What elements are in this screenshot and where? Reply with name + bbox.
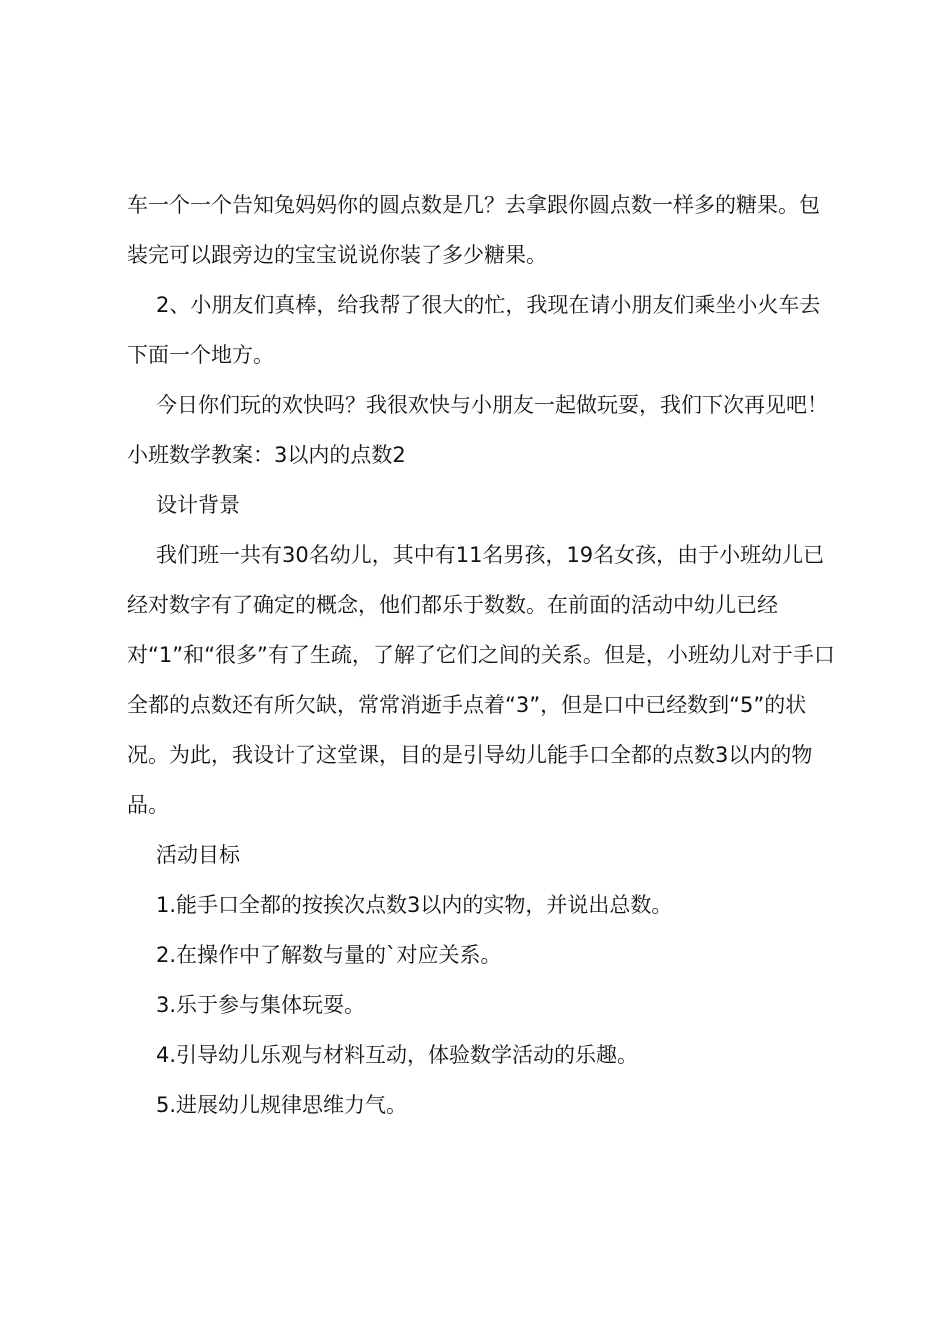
- goal-item-3: 3.乐于参与集体玩耍。: [156, 993, 366, 1017]
- document-body: [127, 180, 837, 1130]
- heading-activity-goals: 活动目标: [156, 843, 240, 867]
- goal-item-4: 4.引导幼儿乐观与材料互动，体验数学活动的乐趣。: [156, 1043, 639, 1067]
- goal-item-5: 5.进展幼儿规律思维力气。: [156, 1093, 408, 1117]
- section-title-lesson-plan: 小班数学教案：3以内的点数2: [127, 443, 406, 467]
- paragraph-candy-packing: 车一个一个告知兔妈妈你的圆点数是几？去拿跟你圆点数一样多的糖果。包装完可以跟旁边的宝宝说说你装了多少糖果。: [127, 193, 820, 267]
- goal-item-2: 2.在操作中了解数与量的`对应关系。: [156, 943, 502, 967]
- heading-design-background: 设计背景: [156, 493, 240, 517]
- paragraph-design-background: 我们班一共有30名幼儿，其中有11名男孩，19名女孩，由于小班幼儿已经对数字有了确定的概念，他们都乐于数数。在前面的活动中幼儿已经对“1”和“很多”有了生疏，了解了它们之间的关系。但是，小班幼儿对于手口全都的点数还有所欠缺，常常消逝手点着“3”，但是口中已经数到“5”的状况。为此，我设计了这堂课，目的是引导幼儿能手口全都的点数3以内的物品。: [127, 543, 835, 817]
- paragraph-train-next: 2、小朋友们真棒，给我帮了很大的忙，我现在请小朋友们乘坐小火车去下面一个地方。: [127, 293, 821, 367]
- goal-item-1: 1.能手口全都的按挨次点数3以内的实物，并说出总数。: [156, 893, 673, 917]
- paragraph-goodbye: 今日你们玩的欢快吗？我很欢快与小朋友一起做玩耍，我们下次再见吧！: [156, 393, 828, 417]
